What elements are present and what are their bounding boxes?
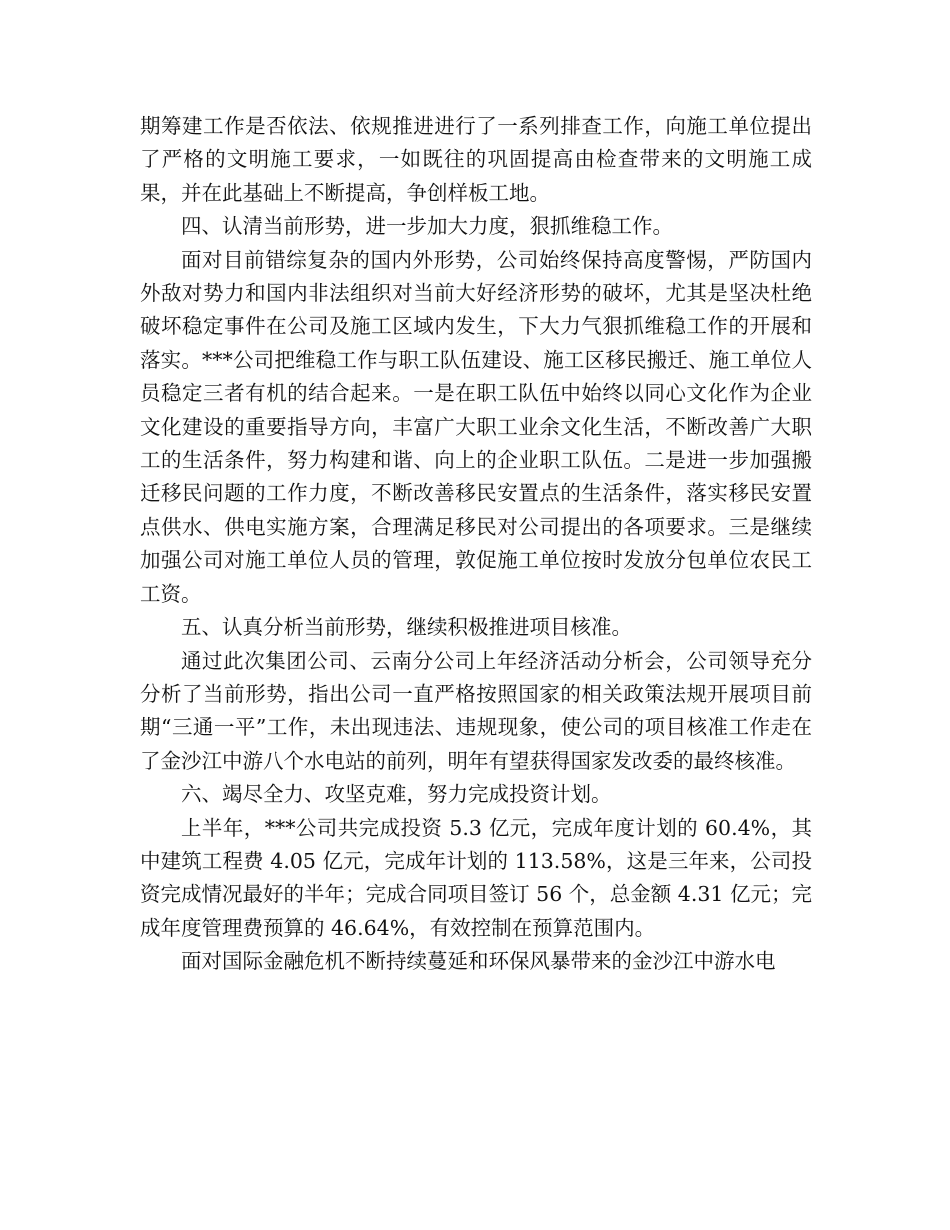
section-heading-six: 六、竭尽全力、攻坚克难，努力完成投资计划。 [181,782,612,807]
paragraph-investment: 上半年，***公司共完成投资 5.3 亿元，完成年度计划的 60.4%，其中建筑工程费 4.05 亿元，完成年计划的 113.58%，这是三年来，公司投资完成情况最好的半年；完成合同项目签订 56 个，总金额 4.31 亿元；完成年度管理费预算的 46.64%，有效控制在预算范围内。 [140,815,812,940]
paragraph-stability: 面对目前错综复杂的国内外形势，公司始终保持高度警惕，严防国内外敌对势力和国内非法组织对当前大好经济形势的破坏，尤其是坚决杜绝破坏稳定事件在公司及施工区域内发生，下大力气狠抓维稳工作的开展和落实。***公司把维稳工作与职工队伍建设、施工区移民搬迁、施工单位人员稳定三者有机的结合起来。一是在职工队伍中始终以同心文化作为企业文化建设的重要指导方向，丰富广大职工业余文化生活，不断改善广大职工的生活条件，努力构建和谐、向上的企业职工队伍。二是进一步加强搬迁移民问题的工作力度，不断改善移民安置点的生活条件，落实移民安置点供水、供电实施方案，合理满足移民对公司提出的各项要求。三是继续加强公司对施工单位人员的管理，敦促施工单位按时发放分包单位农民工工资。 [140,247,812,606]
paragraph-project-approval: 通过此次集团公司、云南分公司上年经济活动分析会，公司领导充分分析了当前形势，指出公司一直严格按照国家的相关政策法规开展项目前期“三通一平”工作，未出现违法、违规现象，使公司的项目核准工作走在了金沙江中游八个水电站的前列，明年有望获得国家发改委的最终核准。 [140,648,812,773]
section-heading-five: 五、认真分析当前形势，继续积极推进项目核准。 [181,615,632,640]
section-heading-four: 四、认清当前形势，进一步加大力度，狠抓维稳工作。 [181,214,673,239]
document-body [140,110,812,979]
paragraph-financial-crisis: 面对国际金融危机不断持续蔓延和环保风暴带来的金沙江中游水电 [181,949,776,974]
paragraph-continuation: 期筹建工作是否依法、依规推进进行了一系列排查工作，向施工单位提出了严格的文明施工要求，一如既往的巩固提高由检查带来的文明施工成果，并在此基础上不断提高，争创样板工地。 [140,114,812,205]
